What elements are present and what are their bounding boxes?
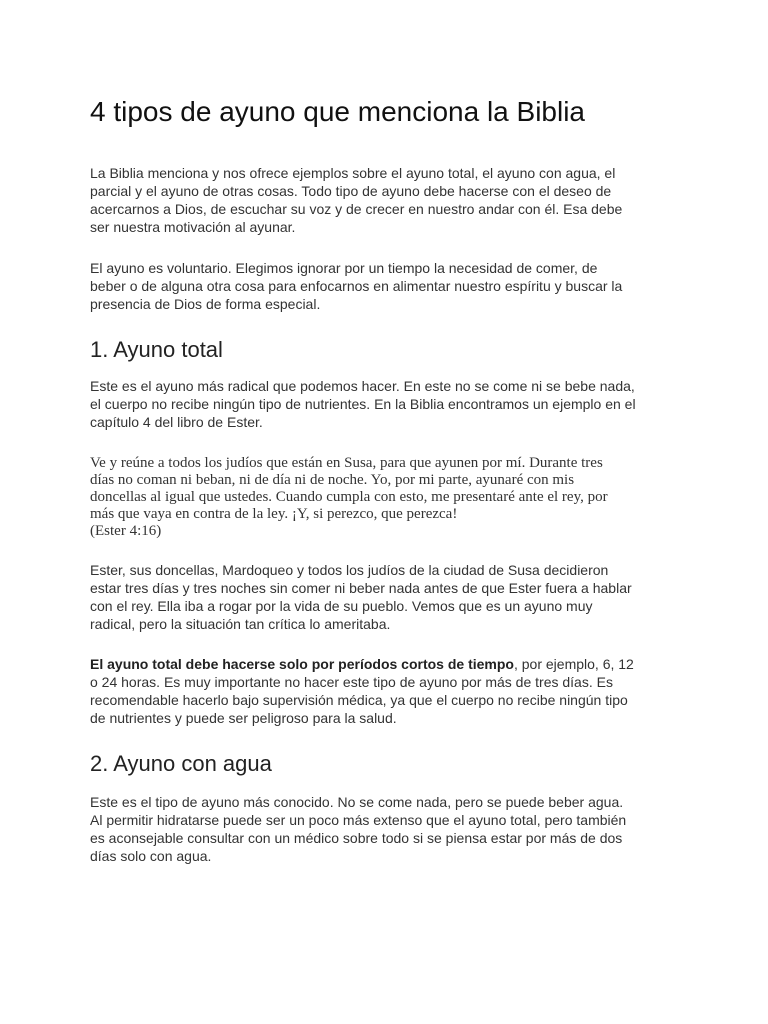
text-line: beber o de alguna otra cosa para enfocarnos en alimentar nuestro espíritu y buscar la <box>90 278 623 294</box>
text-line: o 24 horas. Es muy importante no hacer este tipo de ayuno por más de tres días. Es <box>90 674 613 690</box>
intro-paragraph <box>90 164 688 236</box>
text-line: Al permitir hidratarse puede ser un poco más extenso que el ayuno total, pero también <box>90 812 627 828</box>
text-line: es aconsejable consultar con un médico sobre todo si se piensa estar por más de dos <box>90 830 623 846</box>
section-heading-ayuno-con-agua: 2. Ayuno con agua <box>90 751 272 776</box>
page-title: 4 tipos de ayuno que menciona la Biblia <box>90 96 586 127</box>
quote-line: más que vaya en contra de la ley. ¡Y, si perezco, que perezca! <box>90 506 458 522</box>
text-line: radical, pero la situación tan crítica lo ameritaba. <box>90 616 391 632</box>
text-line: con el rey. Ella iba a rogar por la vida de su pueblo. Vemos que es un ayuno muy <box>90 598 593 614</box>
text-line: acercarnos a Dios, de escuchar su voz y de crecer en nuestro andar con él. Esa debe <box>90 201 623 217</box>
text-fragment: , por ejemplo, 6, 12 <box>513 656 634 672</box>
quote-line: Ve y reúne a todos los judíos que están en Susa, para que ayunen por mí. Durante tres <box>90 455 603 471</box>
text-line: ser nuestra motivación al ayunar. <box>90 219 296 235</box>
section1-paragraph-1 <box>90 377 688 431</box>
text-line: de nutrientes y puede ser peligroso para la salud. <box>90 710 397 726</box>
quote-reference: (Ester 4:16) <box>90 523 162 539</box>
section1-paragraph-2 <box>90 561 688 633</box>
intro-paragraph-2 <box>90 259 688 313</box>
text-line: recomendable hacerlo bajo supervisión médica, ya que el cuerpo no recibe ningún tipo <box>90 692 628 708</box>
text-line: presencia de Dios de forma especial. <box>90 296 321 312</box>
text-line: el cuerpo no recibe ningún tipo de nutrientes. En la Biblia encontramos un ejemplo en el <box>90 396 636 412</box>
section-heading-ayuno-total: 1. Ayuno total <box>90 337 223 362</box>
text-line: parcial y el ayuno de otras cosas. Todo tipo de ayuno debe hacerse con el deseo de <box>90 183 612 199</box>
bold-emphasis: El ayuno total debe hacerse solo por períodos cortos de tiempo <box>90 656 514 672</box>
text-line: Este es el tipo de ayuno más conocido. No se come nada, pero se puede beber agua. <box>90 794 624 810</box>
text-line: Este es el ayuno más radical que podemos hacer. En este no se come ni se bebe nada, <box>90 378 635 394</box>
text-line: días solo con agua. <box>90 848 212 864</box>
text-line: Ester, sus doncellas, Mardoqueo y todos los judíos de la ciudad de Susa decidieron <box>90 562 609 578</box>
quote-line: doncellas al igual que ustedes. Cuando cumpla con esto, me presentaré ante el rey, por <box>90 489 608 505</box>
text-line: estar tres días y tres noches sin comer ni beber nada antes de que Ester fuera a hablar <box>90 580 632 596</box>
text-line: capítulo 4 del libro de Ester. <box>90 414 263 430</box>
bible-quote <box>90 455 688 540</box>
section1-paragraph-3 <box>90 655 688 727</box>
quote-line: días no coman ni beban, ni de día ni de noche. Yo, por mi parte, ayunaré con mis <box>90 472 575 488</box>
text-line: El ayuno es voluntario. Elegimos ignorar por un tiempo la necesidad de comer, de <box>90 260 598 276</box>
text-line <box>90 655 688 673</box>
text-line: La Biblia menciona y nos ofrece ejemplos sobre el ayuno total, el ayuno con agua, el <box>90 165 616 181</box>
section2-paragraph-1 <box>90 793 688 865</box>
